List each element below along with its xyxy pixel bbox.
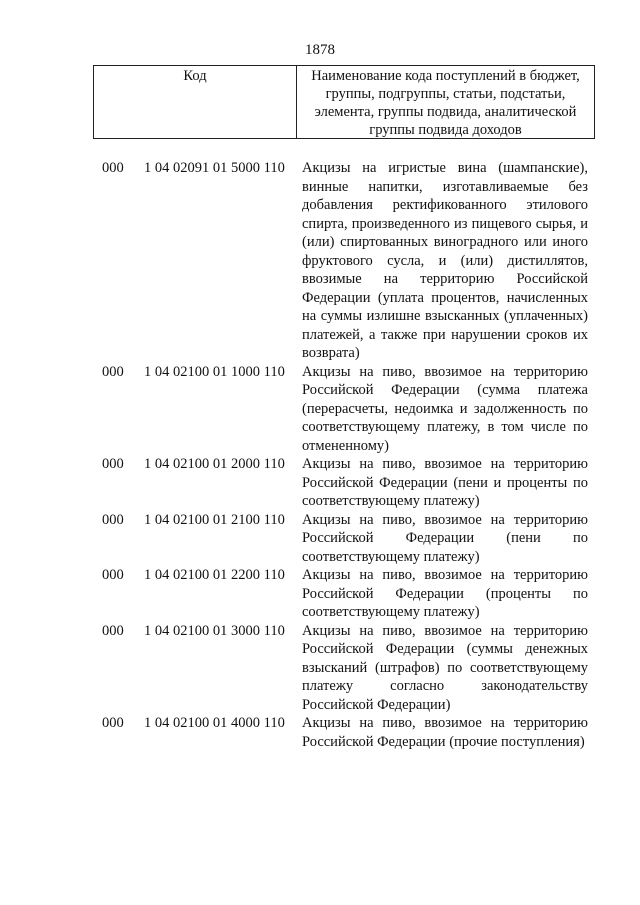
header-name-column: Наименование кода поступлений в бюджет, группы, подгруппы, статьи, подстатьи, элемента, группы подвида, аналитической группы подвида доходов [311, 68, 580, 138]
row-description: Акцизы на игристые вина (шампанские), винные напитки, изготавливаемые без добавления ректификованного этилового спирта, произведенного из пищевого сырья, и (или) спиртованных виноградного или иного фруктового сусла, и (или) дистиллятов, ввозимые на территорию Российской Федерации (уплата процентов, начисленных на суммы излишне взысканных (уплаченных) платежей, а также при нарушении сроков их возврата) [302, 160, 588, 361]
table-row [0, 455, 640, 511]
revenue-code-list [0, 159, 640, 751]
row-revenue-code: 1 04 02100 01 3000 110 [144, 622, 285, 639]
table-row [0, 566, 640, 622]
table-row [0, 714, 640, 751]
row-admin-code: 000 [102, 511, 124, 528]
row-revenue-code: 1 04 02100 01 2000 110 [144, 456, 285, 472]
row-admin-code: 000 [102, 567, 124, 583]
table-row [0, 511, 640, 567]
row-admin-code: 000 [102, 456, 124, 472]
row-description: Акцизы на пиво, ввозимое на территорию Российской Федерации (суммы денежных взысканий (штрафов) по соответствующему платежу согласно законодательству Российской Федерации) [302, 622, 588, 713]
row-description: Акцизы на пиво, ввозимое на территорию Российской Федерации (сумма платежа (перерасчеты, недоимка и задолженность по соответствующему платежу, в том числе по отмененному) [302, 363, 588, 454]
header-code-column: Код [94, 66, 297, 138]
row-revenue-code: 1 04 02100 01 2200 110 [144, 567, 285, 583]
table-row [0, 363, 640, 456]
row-revenue-code: 1 04 02100 01 2100 110 [144, 511, 285, 528]
row-admin-code: 000 [102, 160, 124, 176]
table-row [0, 622, 640, 715]
table-row [0, 159, 640, 363]
row-description: Акцизы на пиво, ввозимое на территорию Российской Федерации (пени по соответствующему платежу) [302, 511, 588, 565]
row-revenue-code: 1 04 02100 01 1000 110 [144, 363, 285, 380]
row-admin-code: 000 [102, 622, 124, 639]
row-revenue-code: 1 04 02091 01 5000 110 [144, 160, 285, 176]
row-admin-code: 000 [102, 715, 124, 731]
page-number: 1878 [305, 42, 335, 58]
row-admin-code: 000 [102, 363, 124, 380]
table-header [93, 65, 595, 139]
row-description: Акцизы на пиво, ввозимое на территорию Российской Федерации (прочие поступления) [302, 715, 588, 750]
row-description: Акцизы на пиво, ввозимое на территорию Российской Федерации (проценты по соответствующему платежу) [302, 567, 588, 620]
row-revenue-code: 1 04 02100 01 4000 110 [144, 715, 285, 731]
row-description: Акцизы на пиво, ввозимое на территорию Российской Федерации (пени и проценты по соответствующему платежу) [302, 456, 588, 509]
